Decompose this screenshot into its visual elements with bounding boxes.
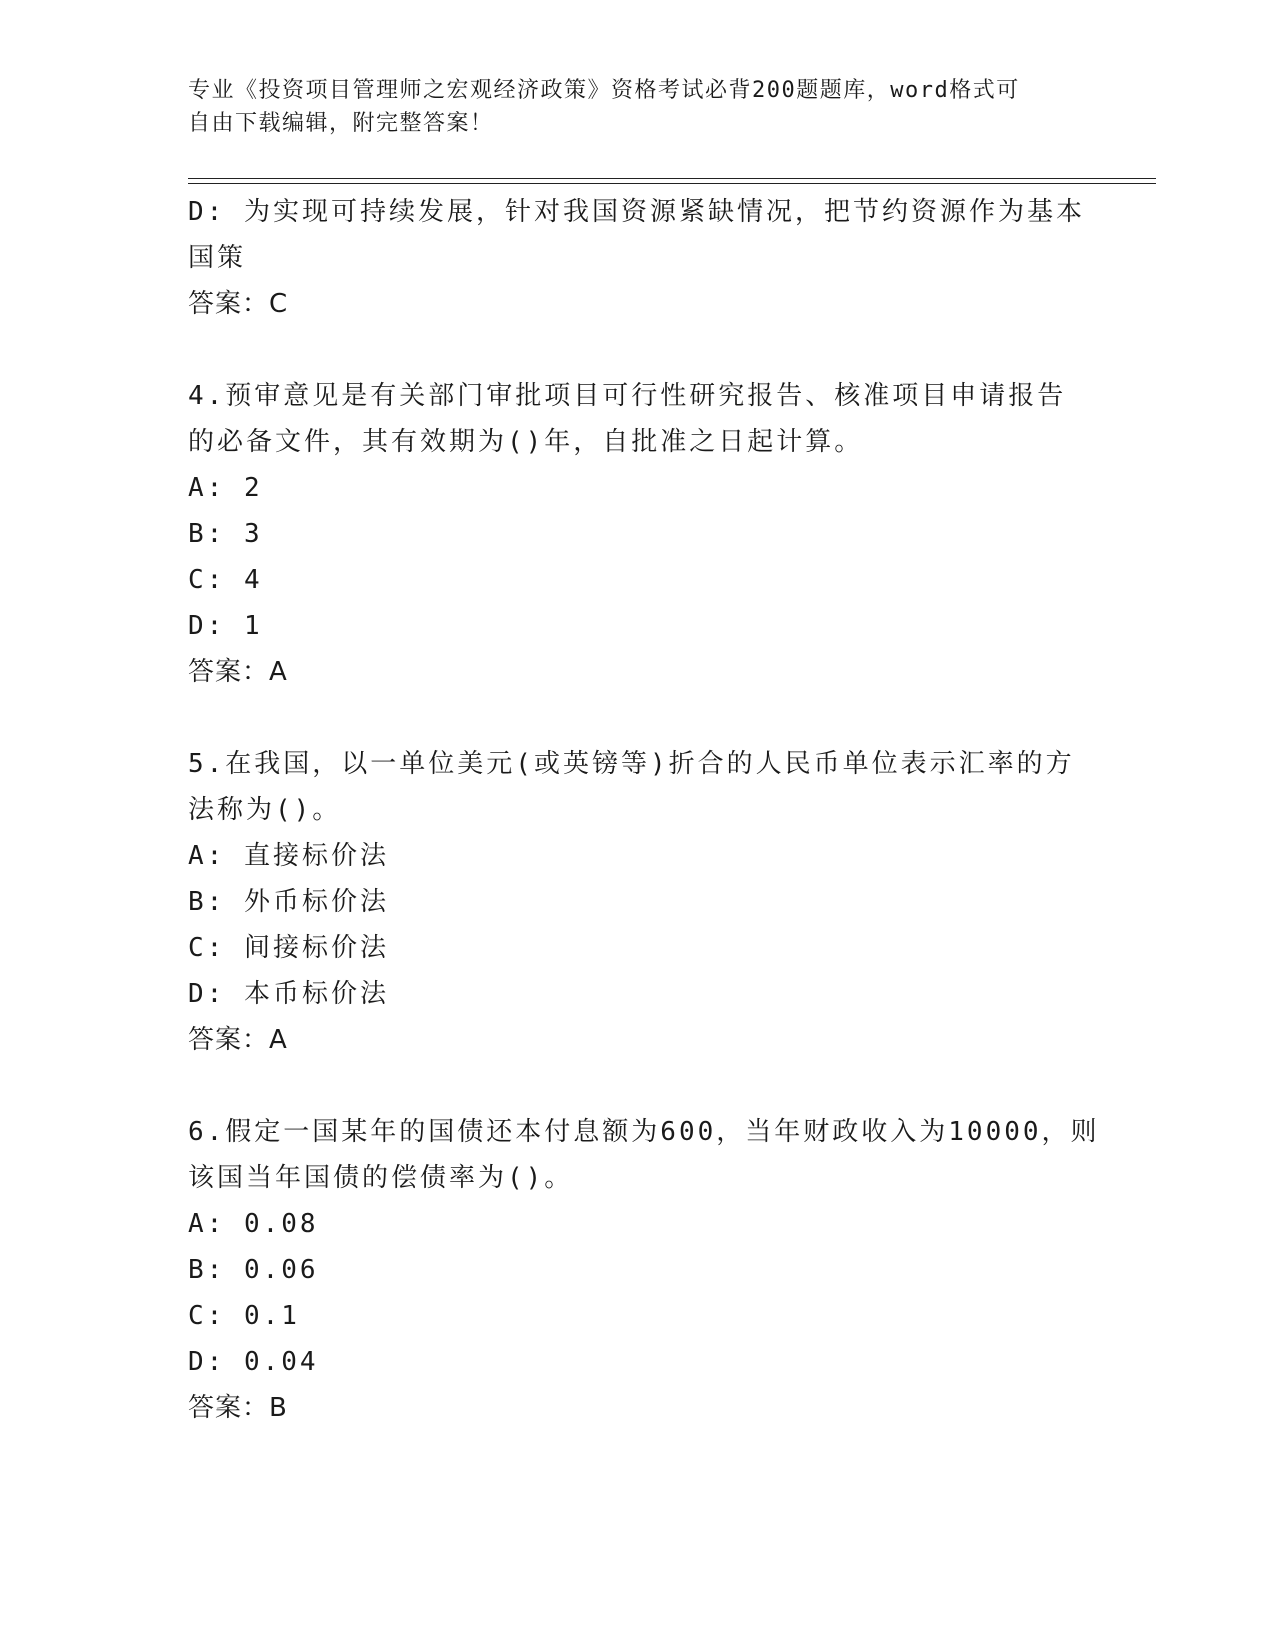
option-c: C: 间接标价法 — [188, 933, 389, 963]
spacer — [188, 327, 1108, 373]
option-c: C: 0.1 — [188, 1301, 300, 1331]
question-stem: 4.预审意见是有关部门审批项目可行性研究报告、核准项目申请报告 — [188, 381, 1067, 411]
option-b: B: 外币标价法 — [188, 887, 389, 917]
option-d: D: 本币标价法 — [188, 979, 389, 1009]
option-d: D: 1 — [188, 611, 263, 641]
option-a: A: 0.08 — [188, 1209, 319, 1239]
answer-line: 答案：A — [188, 657, 288, 687]
document-header — [188, 74, 1068, 140]
question-content — [188, 189, 1108, 1431]
header-divider-bottom — [188, 183, 1156, 184]
option-b: B: 0.06 — [188, 1255, 319, 1285]
question-6 — [188, 1109, 1108, 1431]
header-title-line-1: 专业《投资项目管理师之宏观经济政策》资格考试必背200题题库，word格式可 — [188, 78, 1020, 103]
question-stem-continuation: 法称为()。 — [188, 795, 342, 825]
option-d: D: 为实现可持续发展，针对我国资源紧缺情况，把节约资源作为基本 — [188, 197, 1085, 227]
option-b: B: 3 — [188, 519, 263, 549]
prev-question-block — [188, 189, 1108, 327]
option-a: A: 2 — [188, 473, 263, 503]
spacer — [188, 695, 1108, 741]
answer-line: 答案：A — [188, 1025, 288, 1055]
question-stem-continuation: 的必备文件，其有效期为()年，自批准之日起计算。 — [188, 427, 864, 457]
answer-line: 答案：B — [188, 1393, 288, 1423]
question-stem: 6.假定一国某年的国债还本付息额为600，当年财政收入为10000，则 — [188, 1117, 1100, 1147]
option-d-continuation: 国策 — [188, 243, 247, 273]
answer-line: 答案：C — [188, 289, 289, 319]
option-a: A: 直接标价法 — [188, 841, 389, 871]
question-5 — [188, 741, 1108, 1063]
question-stem-continuation: 该国当年国债的偿债率为()。 — [188, 1163, 574, 1193]
spacer — [188, 1063, 1108, 1109]
header-divider-top — [188, 178, 1156, 179]
option-d: D: 0.04 — [188, 1347, 319, 1377]
option-c: C: 4 — [188, 565, 263, 595]
question-stem: 5.在我国，以一单位美元(或英镑等)折合的人民币单位表示汇率的方 — [188, 749, 1075, 779]
header-title-line-2: 自由下载编辑，附完整答案！ — [188, 111, 494, 136]
question-4 — [188, 373, 1108, 695]
